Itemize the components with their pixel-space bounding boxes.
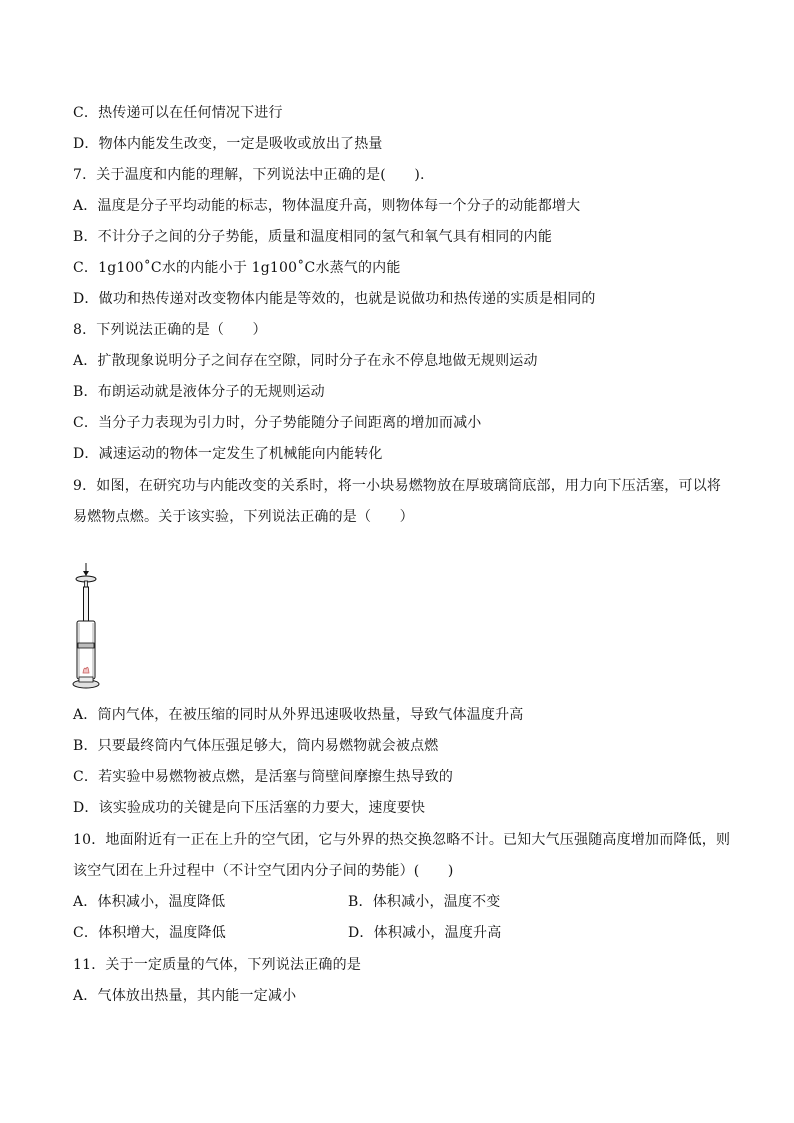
q8-stem: 8．下列说法正确的是（ ）: [73, 322, 267, 338]
q7-stem: 7．关于温度和内能的理解，下列说法中正确的是( ).: [73, 167, 425, 183]
q9-option-a: A．筒内气体，在被压缩的同时从外界迅速吸收热量，导致气体温度升高: [73, 707, 524, 723]
q10-option-a: A．体积减小，温度降低: [73, 894, 226, 910]
q10-stem-line2: 该空气团在上升过程中（不计空气团内分子间的势能）( ): [73, 863, 454, 879]
q8-option-c: C．当分子力表现为引力时，分子势能随分子间距离的增加而减小: [73, 415, 482, 431]
handle-neck: [85, 581, 88, 587]
q6-option-c: C．热传递可以在任何情况下进行: [73, 105, 283, 121]
q8-option-a: A．扩散现象说明分子之间存在空隙，同时分子在永不停息地做无规则运动: [73, 353, 538, 369]
q8-option-d: D．减速运动的物体一定发生了机械能向内能转化: [73, 446, 383, 462]
q9-option-c: C．若实验中易燃物被点燃，是活塞与筒壁间摩擦生热导致的: [73, 769, 454, 785]
q7-option-c: C．1g100˚C水的内能小于 1g100˚C水蒸气的内能: [73, 260, 401, 276]
q9-figure-piston-cylinder: [66, 563, 106, 693]
q8-option-b: B．布朗运动就是液体分子的无规则运动: [73, 384, 325, 400]
q9-option-b: B．只要最终筒内气体压强足够大，筒内易燃物就会被点燃: [73, 738, 439, 754]
q10-option-c: C．体积增大，温度降低: [73, 925, 226, 941]
q7-option-d: D．做功和热传递对改变物体内能是等效的，也就是说做功和热传递的实质是相同的: [73, 291, 596, 307]
q10-option-d: D．体积减小，温度升高: [348, 925, 502, 941]
q7-option-b: B．不计分子之间的分子势能，质量和温度相同的氢气和氧气具有相同的内能: [73, 229, 553, 245]
piston-head: [78, 643, 94, 648]
q7-option-a: A．温度是分子平均动能的标志，物体温度升高，则物体每一个分子的动能都增大: [73, 198, 581, 214]
q9-stem-line2: 易燃物点燃。关于该实验，下列说法正确的是（ ）: [73, 509, 414, 525]
arrow-head: [83, 571, 89, 576]
piston-cylinder-diagram: [66, 563, 106, 693]
q10-stem-line1: 10．地面附近有一正在上升的空气团，它与外界的热交换忽略不计。已知大气压强随高度增加而降低，则: [73, 832, 731, 848]
q9-option-d: D．该实验成功的关键是向下压活塞的力要大，速度要快: [73, 800, 426, 816]
q11-stem: 11．关于一定质量的气体，下列说法正确的是: [73, 957, 362, 973]
q11-option-a: A．气体放出热量，其内能一定减小: [73, 988, 297, 1004]
q10-option-b: B．体积减小，温度不变: [348, 894, 501, 910]
q6-option-d: D．物体内能发生改变，一定是吸收或放出了热量: [73, 136, 383, 152]
q9-stem-line1: 9．如图，在研究功与内能改变的关系时，将一小块易燃物放在厚玻璃筒底部，用力向下压活塞，可以将: [73, 478, 722, 494]
